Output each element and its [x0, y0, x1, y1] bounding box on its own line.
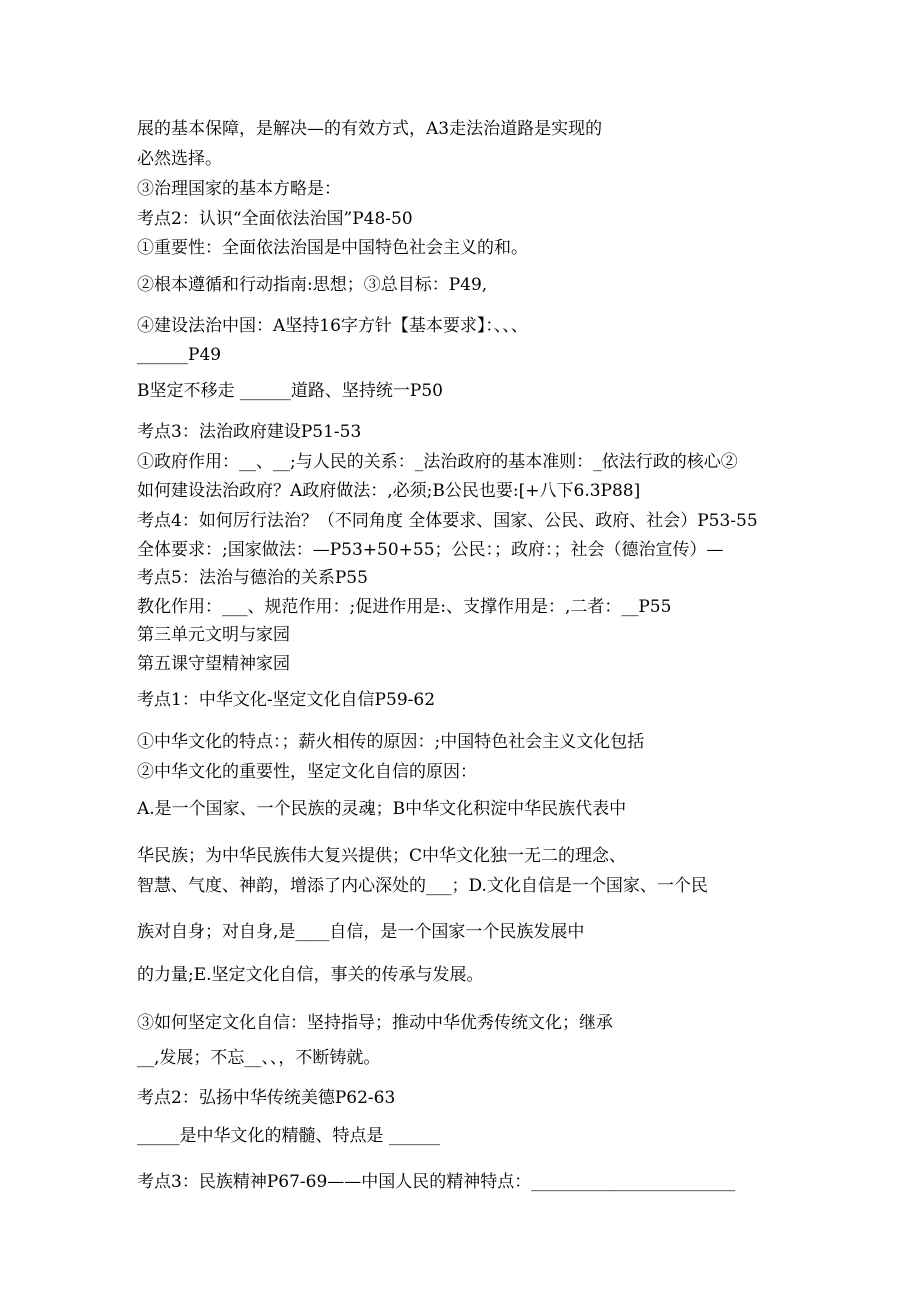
text-line: ④建设法治中国：A坚持16字方针【基本要求】：、、、: [137, 316, 528, 336]
text-line: B坚定不移走 ______道路、坚持统一P50: [137, 381, 443, 401]
text-line: 华民族；为中华民族伟大复兴提供；C中华文化独一无二的理念、: [137, 846, 627, 866]
text-line: __,发展；不忘__、、，不断铸就。: [137, 1048, 381, 1068]
text-line: 考点2：弘扬中华传统美德P62-63: [137, 1088, 396, 1108]
text-line: 考点5：法治与德治的关系P55: [137, 568, 368, 588]
text-line: 如何建设法治政府？A政府做法：,必须;B公民也要:[+八下6.3P88]: [137, 481, 641, 501]
text-line: _____是中华文化的精髓、特点是 ______: [137, 1126, 440, 1146]
text-line: ②根本遵循和行动指南:思想；③总目标：P49,: [137, 275, 488, 295]
text-line: 考点4：如何厉行法治？（不同角度 全体要求、国家、公民、政府、社会）P53-55: [137, 511, 758, 531]
text-line: ②中华文化的重要性，坚定文化自信的原因：: [137, 762, 477, 782]
text-line: ①政府作用：__、__;与人民的关系：_法治政府的基本准则：_依法行政的核心②: [137, 452, 738, 472]
text-line: 第五课守望精神家园: [137, 654, 290, 674]
text-line: 考点3：法治政府建设P51-53: [137, 422, 362, 442]
text-line: 智慧、气度、神韵，增添了内心深处的___；D.文化自信是一个国家、一个民: [137, 876, 708, 896]
text-line: 考点1：中华文化-坚定文化自信P59-62: [137, 690, 436, 710]
text-line: ①重要性：全面依法治国是中国特色社会主义的和。: [137, 238, 528, 258]
text-line: 考点3：民族精神P67-69——中国人民的精神特点：________________________: [137, 1172, 736, 1192]
text-line: 考点2：认识“全面依法治国”P48-50: [137, 209, 413, 229]
text-line: 全体要求：;国家做法：—P53+50+55；公民：；政府：；社会（德治宣传）—: [137, 540, 724, 560]
text-line: 族对自身；对自身,是____自信，是一个国家一个民族发展中: [137, 922, 585, 942]
text-line: ______P49: [137, 345, 222, 365]
text-line: 教化作用：___、规范作用：;促进作用是:、支撑作用是：,二者：__P55: [137, 597, 672, 617]
text-line: 展的基本保障，是解决—的有效方式，A3走法治道路是实现的: [137, 119, 603, 139]
text-line: 必然选择。: [137, 149, 222, 169]
text-line: 的力量;E.坚定文化自信，事关的传承与发展。: [137, 965, 484, 985]
text-line: ③治理国家的基本方略是：: [137, 179, 341, 199]
text-line: ③如何坚定文化自信：坚持指导；推动中华优秀传统文化；继承: [137, 1013, 613, 1033]
text-line: 第三单元文明与家园: [137, 625, 290, 645]
text-line: A.是一个国家、一个民族的灵魂；B中华文化积淀中华民族代表中: [137, 799, 627, 819]
text-line: ①中华文化的特点：；薪火相传的原因：;中国特色社会主义文化包括: [137, 732, 645, 752]
